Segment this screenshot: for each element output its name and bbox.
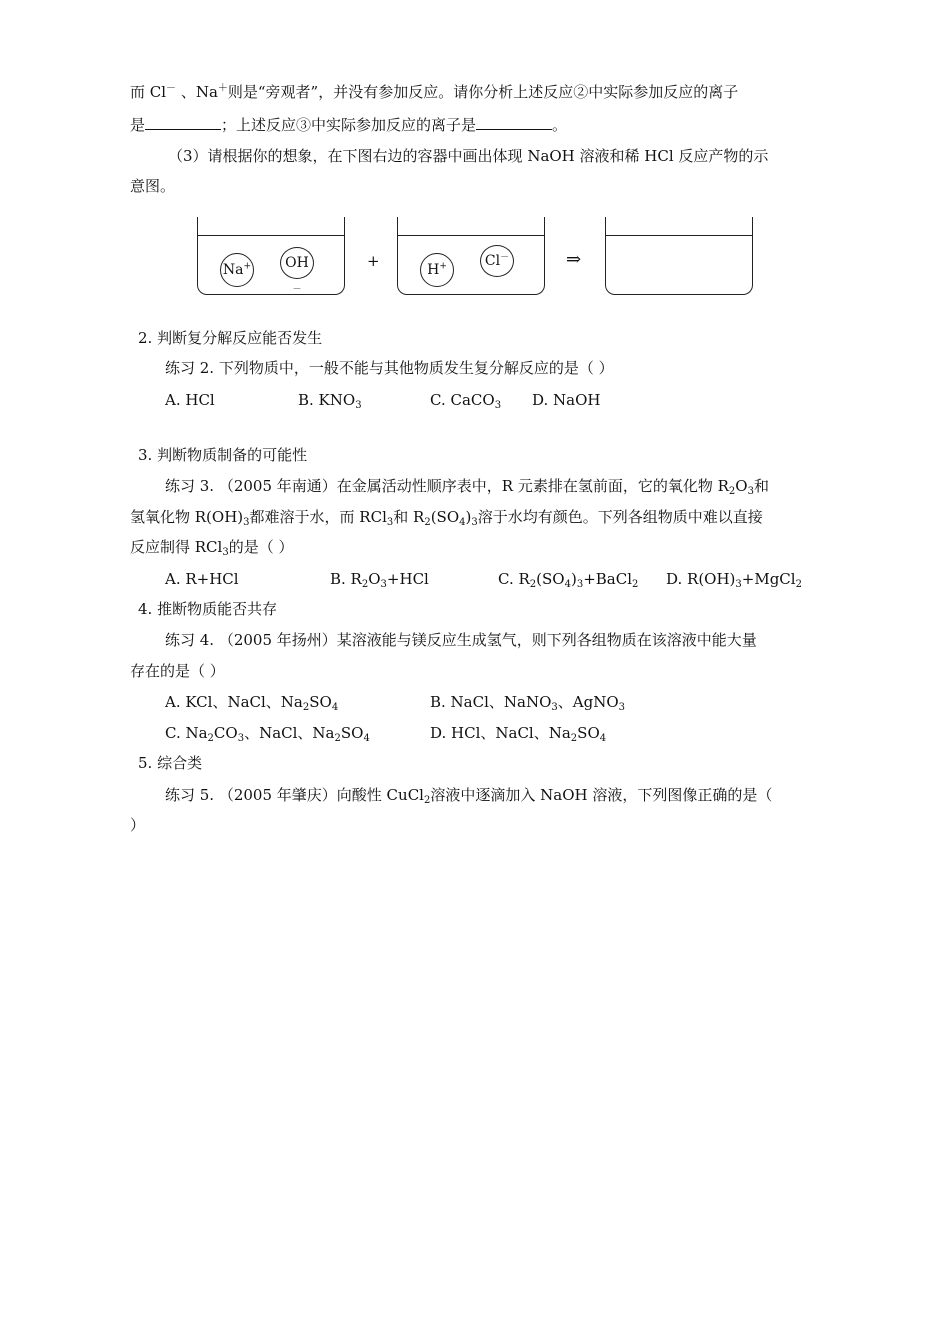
option-4a: A. KCl、NaCl、$Na_2SO_4$ [165,693,339,713]
option-2c: C. CaCO$_3$ [430,391,502,411]
section-heading-3: 3. 判断物质制备的可能性 [138,446,308,464]
beaker-empty[interactable] [605,217,753,295]
section-heading-5: 5. 综合类 [138,754,203,772]
chloride-ion: Cl－ [480,245,514,277]
option-2d: D. NaOH [532,391,601,409]
text: 则是“旁观者”，并没有参加反应。请你分析上述反应②中实际参加反应的离子 [227,83,739,101]
question-5-line-2: ） [130,816,146,834]
hydroxide-ion: OH－ [280,247,314,279]
text: 。 [552,116,568,134]
text: 而 Cl [130,83,167,101]
charge: － [166,83,177,94]
liquid-surface [398,235,544,236]
charge: ＋ [217,83,228,94]
option-4b: B. NaCl、NaNO$_3$、AgNO$_3$ [430,693,626,713]
question-2: 练习 2. 下列物质中，一般不能与其他物质发生复分解反应的是（ ） [165,359,614,377]
option-3a: A. R+HCl [165,570,239,588]
question-4-line-2: 存在的是（ ） [130,662,225,680]
option-2a: A. HCl [165,391,215,409]
section-heading-2: 2. 判断复分解反应能否发生 [138,329,323,347]
paragraph-line-4: 意图。 [130,177,176,195]
question-3-line-3: 反应制得 RCl$_3$的是（ ） [130,538,294,558]
liquid-surface [606,235,752,236]
hydrogen-ion: H+ [420,253,454,287]
option-3d: D. $R(OH)_3+MgCl_2$ [666,570,802,590]
sodium-ion: Na+ [220,253,254,287]
paragraph-line-2 [130,115,567,135]
liquid-surface [198,235,344,236]
answer-blank-1[interactable] [145,115,221,130]
beaker-hcl [397,217,545,295]
text: ；上述反应③中实际参加反应的离子是 [221,116,477,134]
question-3-line-2: 氢氧化物 $R(OH)_3$都难溶于水，而 RCl$_3$和 $R_2(SO_4)_3$溶于水均有颜色。下列各组物质中难以直接 [130,508,763,528]
text: 是 [130,116,146,134]
question-4-line-1: 练习 4. （2005 年扬州）某溶液能与镁反应生成氢气，则下列各组物质在该溶液中能大量 [165,631,757,649]
question-5-line-1: 练习 5. （2005 年肇庆）向酸性 CuCl$_2$溶液中逐滴加入 NaOH 溶液，下列图像正确的是（ [165,786,773,806]
option-3c: C. $R_2(SO_4)_3+BaCl_2$ [498,570,639,590]
question-3-line-1: 练习 3. （2005 年南通）在金属活动性顺序表中，R 元素排在氢前面，它的氧化物 $R_2O_3$和 [165,477,769,497]
option-3b: B. $R_2O_3+HCl$ [330,570,429,590]
option-2b: B. $KNO_3$ [298,391,362,411]
option-4c: C. $Na_2CO_3$、NaCl、$Na_2SO_4$ [165,724,370,744]
option-4d: D. HCl、NaCl、$Na_2SO_4$ [430,724,607,744]
paragraph-line-3: （3）请根据你的想象，在下图右边的容器中画出体现 NaOH 溶液和稀 HCl 反应产物的示 [168,147,769,165]
plus-sign: + [367,252,380,270]
paragraph-line-1 [130,82,738,102]
section-heading-4: 4. 推断物质能否共存 [138,600,278,618]
arrow-icon: ⇒ [566,249,582,270]
text: 、Na [176,83,218,101]
answer-blank-2[interactable] [476,115,552,130]
beaker-naoh [197,217,345,295]
